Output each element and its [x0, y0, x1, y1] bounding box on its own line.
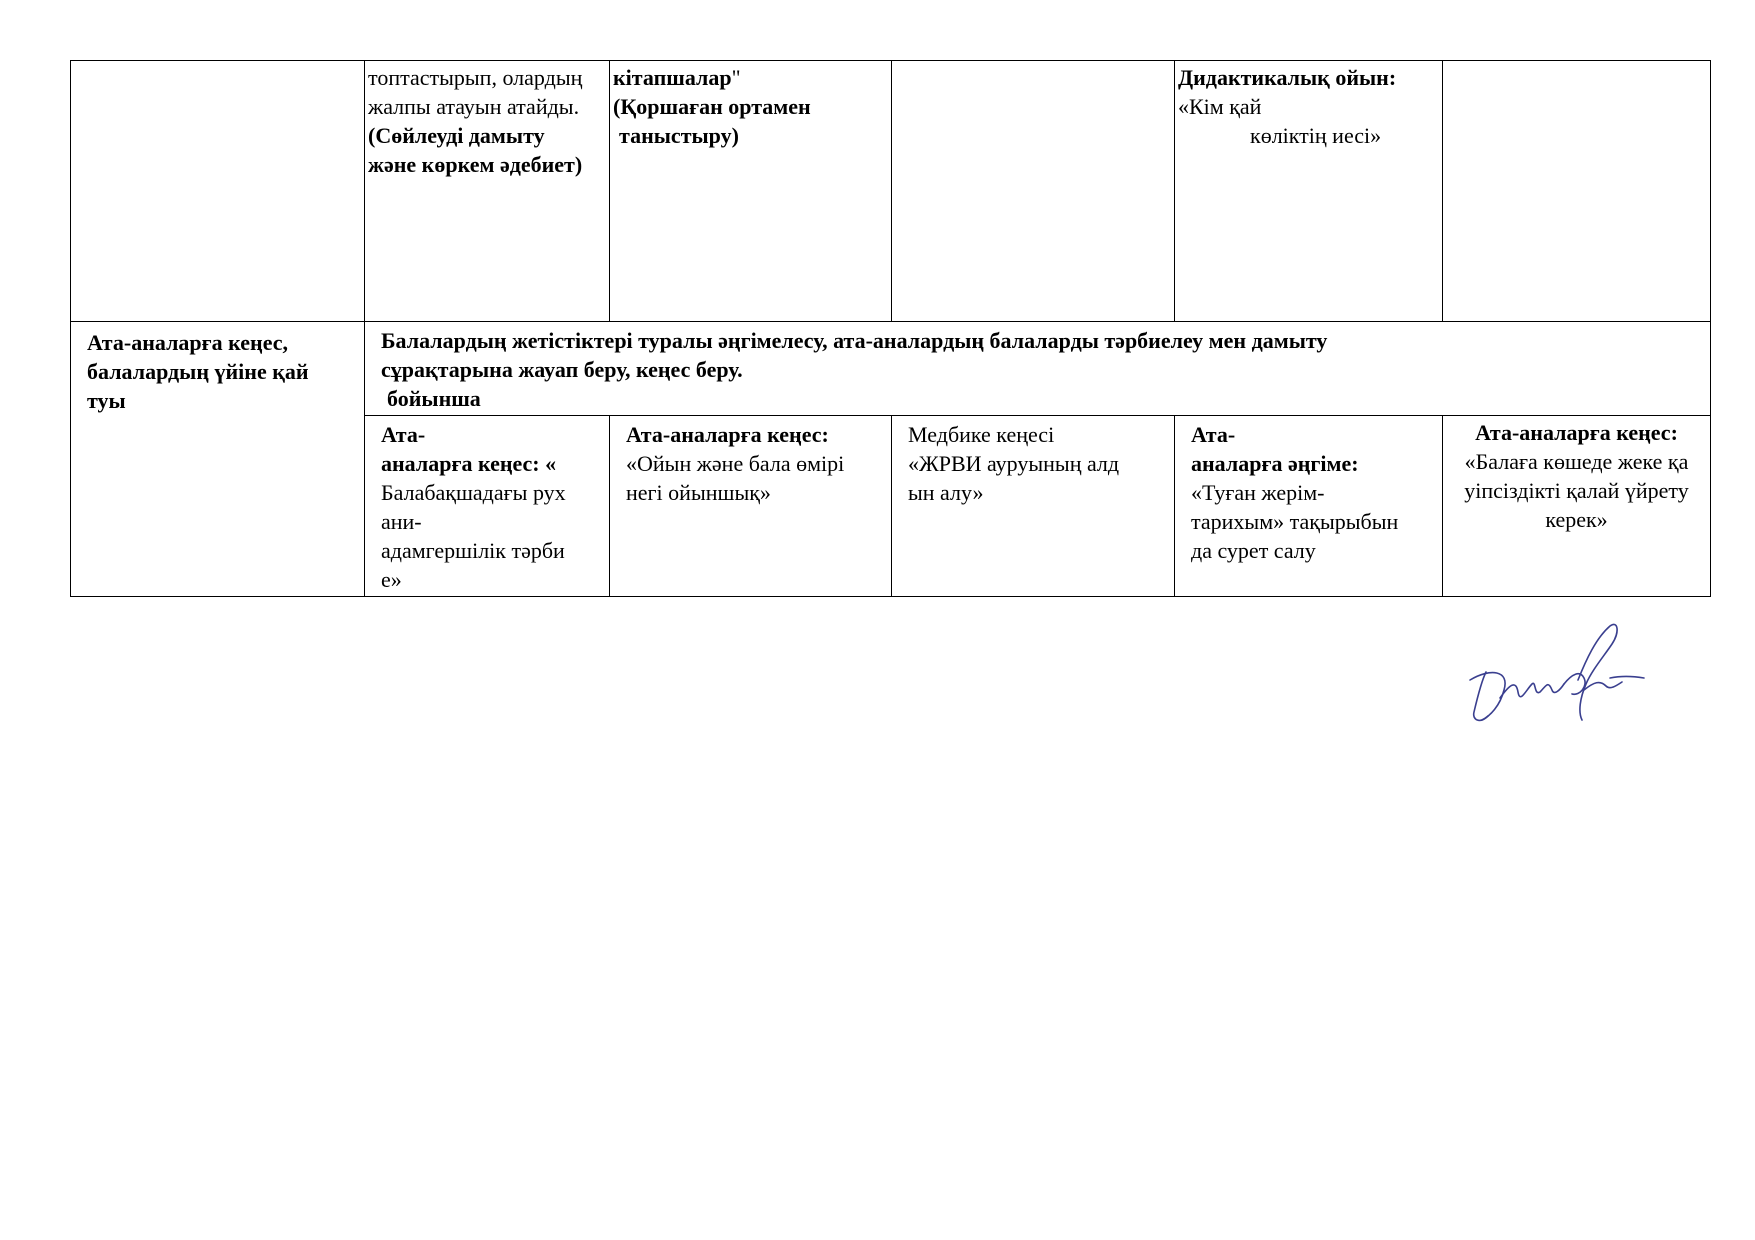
- table-cell-empty: [1443, 61, 1711, 322]
- table-row: [71, 322, 1711, 416]
- cell-text: ": [731, 65, 741, 90]
- cell-text-bold: аналарға әңгіме:: [1191, 451, 1359, 476]
- cell-text: «ЖРВИ ауруының алд: [908, 451, 1120, 476]
- cell-text: «Ойын және бала өмірі: [626, 451, 845, 476]
- table-cell-empty: [71, 61, 365, 322]
- merged-text: Балалардың жетістіктері туралы әңгімелесу, ата-аналардың балаларды тәрбиелеу мен дамыту: [381, 328, 1328, 353]
- cell-text: «Туған жерім-: [1191, 480, 1325, 505]
- cell-text-bold: таныстыру): [619, 123, 739, 148]
- signature-image: [1460, 620, 1650, 730]
- table-cell: [892, 416, 1175, 597]
- cell-text: «Кім қай: [1178, 94, 1262, 119]
- table-cell: [1443, 416, 1711, 597]
- row-label-text: Ата-аналарға кеңес,: [87, 330, 288, 355]
- table-cell: [1175, 61, 1443, 322]
- cell-text: Балабақшадағы рух: [381, 480, 566, 505]
- cell-text-bold: кітапшалар: [613, 65, 732, 90]
- cell-text: адамгершілік тәрби: [381, 538, 565, 563]
- table-cell: [1175, 416, 1443, 597]
- cell-text: тарихым» тақырыбын: [1191, 509, 1399, 534]
- cell-text-bold: (Қоршаған ортамен: [613, 94, 811, 119]
- table-row: [71, 61, 1711, 322]
- plan-table: [70, 60, 1711, 597]
- cell-text: көліктің иесі»: [1250, 123, 1382, 148]
- cell-text: Медбике кеңесі: [908, 422, 1055, 447]
- cell-text: «Балаға көшеде жеке қа: [1464, 449, 1689, 474]
- table-cell: [365, 416, 610, 597]
- cell-text-bold: Ата-аналарға кеңес:: [1475, 420, 1678, 445]
- cell-text-bold: (Сөйлеуді дамыту: [368, 123, 545, 148]
- table-cell: [610, 61, 892, 322]
- cell-text: е»: [381, 567, 402, 592]
- table-cell: [610, 416, 892, 597]
- cell-text-bold: Ата-: [381, 422, 426, 447]
- cell-text: уіпсіздікті қалай үйрету: [1464, 478, 1689, 503]
- cell-text-bold: аналарға кеңес: «: [381, 451, 557, 476]
- cell-text: керек»: [1545, 507, 1608, 532]
- cell-text: ани-: [381, 509, 422, 534]
- cell-text-bold: Дидактикалық ойын:: [1178, 65, 1397, 90]
- table-cell: [365, 61, 610, 322]
- row-label-text: туы: [87, 388, 126, 413]
- cell-text: топтастырып, олардың: [368, 65, 583, 90]
- merged-cell: [365, 322, 1711, 416]
- merged-text: бойынша: [387, 386, 481, 411]
- cell-text: да сурет салу: [1191, 538, 1316, 563]
- cell-text: ын алу»: [908, 480, 984, 505]
- row-label-text: балалардың үйіне қай: [87, 359, 309, 384]
- cell-text-bold: Ата-: [1191, 422, 1236, 447]
- table-cell-empty: [892, 61, 1175, 322]
- cell-text-bold: Ата-аналарға кеңес:: [626, 422, 829, 447]
- row-label-cell: [71, 322, 365, 597]
- cell-text-bold: және көркем әдебиет): [368, 152, 583, 177]
- merged-text: сұрақтарына жауап беру, кеңес беру.: [381, 357, 743, 382]
- cell-text: жалпы атауын атайды.: [368, 94, 580, 119]
- cell-text: негі ойыншық»: [626, 480, 771, 505]
